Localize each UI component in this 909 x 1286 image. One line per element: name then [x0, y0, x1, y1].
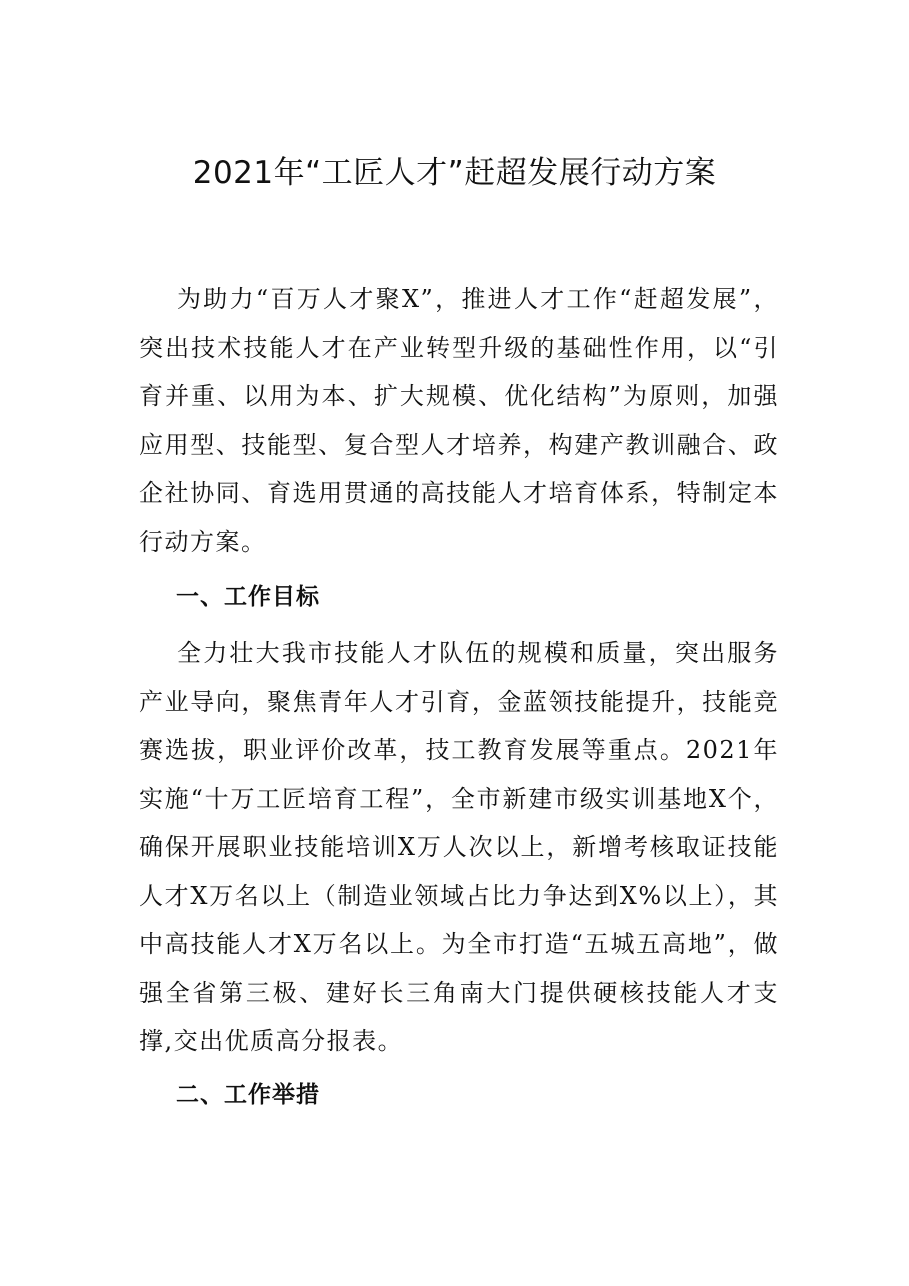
intro-paragraph: 为助力“百万人才聚X”，推进人才工作“赶超发展”，突出技术技能人才在产业转型升级的基础性作用，以“引育并重、以用为本、扩大规模、优化结构”为原则，加强应用型、技能型、复合型人才培养，构建产教训融合、政企社协同、育选用贯通的高技能人才培育体系，特制定本行动方案。	[139, 285, 779, 556]
section-heading-goals: 一、工作目标	[176, 584, 320, 610]
section-heading-measures: 二、工作举措	[176, 1082, 320, 1108]
document-title: 2021年“工匠人才”赶超发展行动方案	[192, 155, 717, 191]
goals-paragraph: 全力壮大我市技能人才队伍的规模和质量，突出服务产业导向，聚焦青年人才引育，金蓝领技能提升，技能竞赛选拔，职业评价改革，技工教育发展等重点。2021年实施“十万工匠培育工程”，全市新建市级实训基地X个，确保开展职业技能培训X万人次以上，新增考核取证技能人才X万名以上（制造业领域占比力争达到X%以上），其中高技能人才X万名以上。为全市打造“五城五高地”，做强全省第三极、建好长三角南大门提供硬核技能人才支撑,交出优质高分报表。	[139, 639, 779, 1055]
